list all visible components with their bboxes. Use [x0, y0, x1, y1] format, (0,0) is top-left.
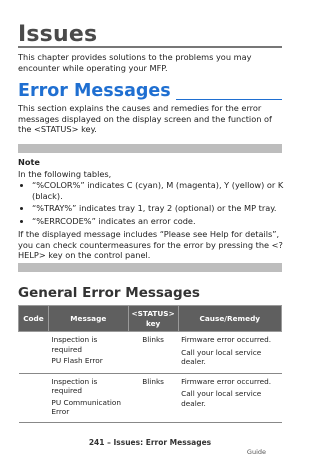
remedy-line: Firmware error occurred.	[181, 376, 272, 386]
section-heading: Error Messages	[18, 81, 171, 101]
remedy-line: Call your local service dealer.	[181, 389, 262, 408]
header-code: Code	[19, 306, 49, 332]
section-heading-rule	[176, 99, 282, 100]
remedy-line: Call your local service dealer.	[181, 347, 262, 366]
note-bottom-bar	[18, 263, 282, 272]
header-message: Message	[48, 306, 128, 332]
cell-status: Blinks	[128, 332, 178, 374]
cell-message	[48, 332, 128, 374]
message-line: PU Communication Error	[51, 397, 121, 416]
note-lead: In the following tables,	[18, 168, 112, 179]
note-title: Note	[18, 157, 40, 167]
cell-code	[19, 373, 49, 422]
table-header-row	[19, 306, 282, 332]
cell-remedy	[178, 373, 281, 422]
table-row	[19, 373, 282, 422]
cell-code	[19, 332, 49, 374]
error-table	[18, 305, 282, 423]
note-bullet: • “%ERRCODE%” indicates an error code.	[32, 216, 284, 227]
footer-guide-label: Guide	[246, 448, 266, 456]
remedy-line: Firmware error occurred.	[181, 335, 272, 344]
message-line: Inspection is required	[51, 376, 98, 395]
header-remedy: Cause/Remedy	[178, 306, 281, 332]
subsection-heading: General Error Messages	[18, 285, 200, 301]
table-row	[19, 332, 282, 374]
title-rule	[18, 46, 282, 48]
page-footer: 241 – Issues: Error Messages	[88, 438, 212, 447]
cell-status: Blinks	[128, 373, 178, 422]
note-bullet-list	[18, 180, 284, 226]
note-bullet: • “%COLOR%” indicates C (cyan), M (magenta), Y (yellow) or K (black).	[32, 180, 284, 201]
message-line: PU Flash Error	[51, 356, 103, 365]
note-bullet: • “%TRAY%” indicates tray 1, tray 2 (optional) or the MP tray.	[32, 203, 284, 214]
message-line: Inspection is required	[51, 335, 98, 354]
intro-paragraph: This chapter provides solutions to the problems you may encounter while operating your MFP.	[18, 52, 252, 73]
header-status-key: <STATUS> key	[128, 306, 178, 332]
cell-message	[48, 373, 128, 422]
note-tail: If the displayed message includes “Please see Help for details”, you can check countermeasures for the error by pressing the <?HELP> key on the control panel.	[18, 229, 283, 260]
page-title: Issues	[18, 22, 98, 47]
section-paragraph: This section explains the causes and remedies for the error messages displayed on the display screen and the function of the <STATUS> key.	[18, 103, 272, 134]
cell-remedy	[178, 332, 281, 374]
note-box	[18, 157, 284, 261]
note-top-bar	[18, 144, 282, 153]
